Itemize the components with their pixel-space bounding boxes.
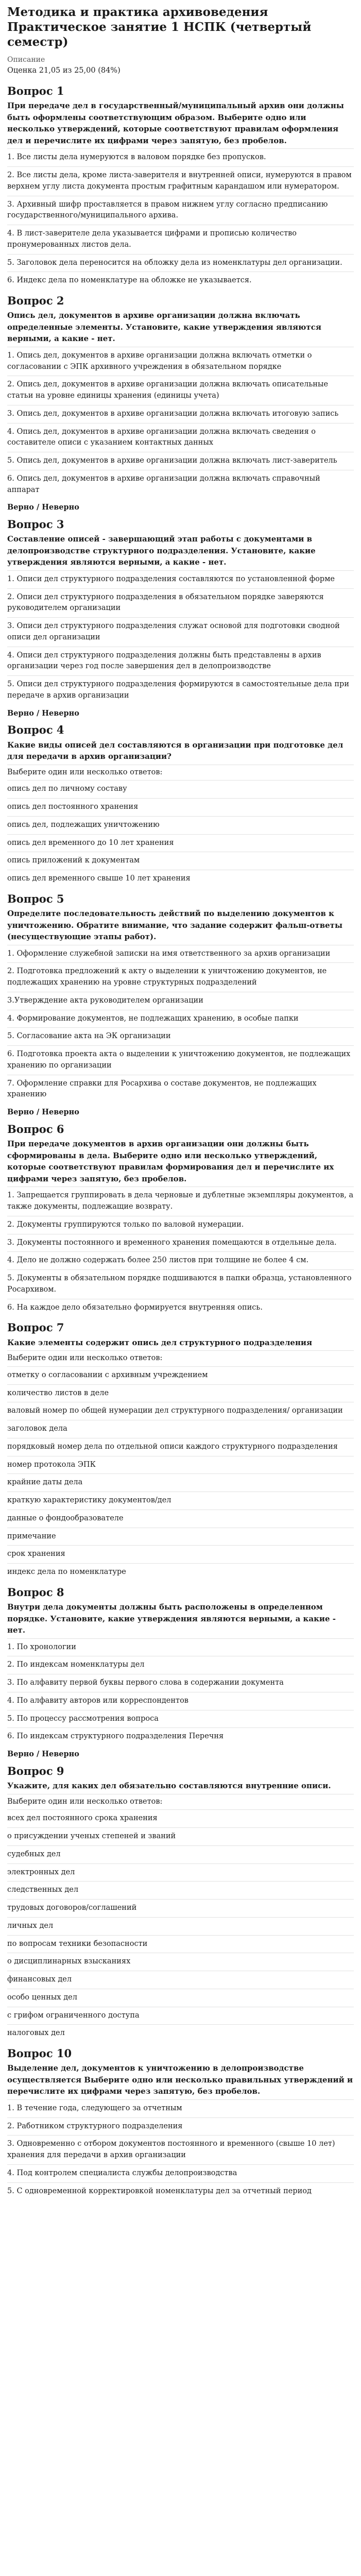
answer-option: опись дел, подлежащих уничтожению <box>7 816 354 834</box>
answer-option: опись дел постоянного хранения <box>7 798 354 816</box>
question-title: Вопрос 2 <box>7 294 64 308</box>
answer-option: 5. Опись дел, документов в архиве организации должна включать лист-заверитель <box>7 452 354 470</box>
answer-option: опись дел временного свыше 10 лет хранения <box>7 870 354 888</box>
page-title: Методика и практика архивоведения Практическое занятие 1 НСПК (четвертый семестр) <box>7 5 312 49</box>
question-title: Вопрос 3 <box>7 518 64 531</box>
answer-option: налоговых дел <box>7 2024 354 2042</box>
question-text: Какие виды описей дел составляются в организации при подготовке дел для передачи в архив организации? <box>7 740 343 761</box>
answer-option: номер протокола ЭПК <box>7 1456 354 1474</box>
answer-option: 5. Описи дел структурного подразделения формируются в самостоятельные дела при передаче в архив организации <box>7 675 354 705</box>
question-text: Какие элементы содержит опись дел структурного подразделения <box>7 1337 313 1347</box>
answer-option: 1. Все листы дела нумеруются в валовом порядке без пропусков. <box>7 148 354 166</box>
answer-option: 2. Описи дел структурного подразделения в обязательном порядке заверяются руководителем организации <box>7 588 354 618</box>
answer-option: трудовых договоров/соглашений <box>7 1899 354 1917</box>
score-text: Оценка 21,05 из 25,00 (84%) <box>7 66 121 75</box>
question-spacer <box>7 1581 354 1584</box>
question-block <box>7 723 354 891</box>
question-title: Вопрос 9 <box>7 1764 64 1777</box>
answer-option: 1. Оформление служебной записки на имя ответственного за архив организации <box>7 945 354 963</box>
question-title: Вопрос 7 <box>7 1321 64 1334</box>
answer-option: 1. По хронологии <box>7 1638 354 1656</box>
answer-option: 3.Утверждение акта руководителем организации <box>7 992 354 1010</box>
answer-option: 4. Под контролем специалиста службы делопроизводства <box>7 2164 354 2182</box>
answer-option: 2. По индексам номенклатуры дел <box>7 1656 354 1674</box>
answer-option: следственных дел <box>7 1881 354 1899</box>
questions-list <box>7 84 354 2203</box>
question-title: Вопрос 1 <box>7 84 64 97</box>
answer-option: 5. Заголовок дела переносится на обложку дела из номенклатуры дел организации. <box>7 254 354 272</box>
answer-option: срок хранения <box>7 1545 354 1563</box>
question-block <box>7 294 354 513</box>
answer-option: 5. Согласование акта на ЭК организации <box>7 1027 354 1045</box>
answer-option: финансовых дел <box>7 1971 354 1989</box>
answer-option: особо ценных дел <box>7 1989 354 2007</box>
answer-option: 2. Все листы дела, кроме листа-заверителя и внутренней описи, нумеруются в правом верхнем углу листа документа простым графитным карандашом или нумератором. <box>7 166 354 196</box>
question-text: Внутри дела документы должны быть расположены в определенном порядке. Установите, какие утверждения являются верными, а какие - нет. <box>7 1602 336 1635</box>
answer-option: с грифом ограниченного доступа <box>7 2007 354 2025</box>
question-text: Определите последовательность действий по выделению документов к уничтожению. Обратите внимание, что задание содержит фальш-ответы (несуществующие этапы работ). <box>7 909 343 942</box>
answer-option: 4. По алфавиту авторов или корреспондентов <box>7 1692 354 1710</box>
answer-option: по вопросам техники безопасности <box>7 1935 354 1953</box>
question-spacer <box>7 2042 354 2045</box>
question-hint: Выберите один или несколько ответов: <box>7 1794 354 1808</box>
question-title: Вопрос 8 <box>7 1585 64 1599</box>
question-hint: Выберите один или несколько ответов: <box>7 765 354 778</box>
answer-option: всех дел постоянного срока хранения <box>7 1809 354 1827</box>
true-false-label: Верно / Неверно <box>7 503 79 512</box>
answer-option: 2. Работником структурного подразделения <box>7 2117 354 2136</box>
question-block <box>7 892 354 1118</box>
question-block <box>7 1585 354 1760</box>
answer-option: данные о фондообразователе <box>7 1510 354 1528</box>
answer-option: электронных дел <box>7 1863 354 1882</box>
answer-option: 6. На каждое дело обязательно формируется внутренняя опись. <box>7 1299 354 1317</box>
answer-option: 1. Опись дел, документов в архиве организации должна включать отметки о согласовании с ЭПК архивного учреждения в обязательном порядке <box>7 347 354 376</box>
question-hint: Выберите один или несколько ответов: <box>7 1350 354 1364</box>
answer-option: 7. Оформление справки для Росархива о составе документов, не подлежащих хранению <box>7 1075 354 1104</box>
answer-option: 1. Запрещается группировать в дела черновые и дублетные экземпляры документов, а также документы, подлежащие возврату. <box>7 1187 354 1216</box>
true-false-label: Верно / Неверно <box>7 708 79 718</box>
answer-option: порядковый номер дела по отдельной описи каждого структурного подразделения <box>7 1438 354 1456</box>
answer-option: 2. Подготовка предложений к акту о выделении к уничтожению документов, не подлежащих хранению на уровне структурных подразделений <box>7 962 354 992</box>
question-title: Вопрос 4 <box>7 723 64 737</box>
question-block <box>7 517 354 719</box>
answer-option: 4. Дело не должно содержать более 250 листов при толщине не более 4 см. <box>7 1251 354 1269</box>
answer-option: 6. Опись дел, документов в архиве организации должна включать справочный аппарат <box>7 470 354 499</box>
question-spacer <box>7 2200 354 2203</box>
answer-option: отметку о согласовании с архивным учреждением <box>7 1366 354 1384</box>
question-block <box>7 1320 354 1584</box>
question-block <box>7 1122 354 1319</box>
answer-option: 1. Описи дел структурного подразделения составляются по установленной форме <box>7 570 354 588</box>
true-false-label: Верно / Неверно <box>7 1108 79 1117</box>
answer-option: 4. Описи дел структурного подразделения должны быть представлены в архив организации через год после завершения дел в делопроизводстве <box>7 647 354 676</box>
answer-option: опись приложений к документам <box>7 852 354 870</box>
answer-option: 3. По алфавиту первой буквы первого слова в содержании документа <box>7 1674 354 1692</box>
answer-option: заголовок дела <box>7 1420 354 1438</box>
answer-option: 4. Формирование документов, не подлежащих хранению, в особые папки <box>7 1010 354 1028</box>
answer-option: 4. Опись дел, документов в архиве организации должна включать сведения о составителе описи с указанием контактных данных <box>7 423 354 452</box>
answer-option: о присуждении ученых степеней и званий <box>7 1827 354 1845</box>
answer-option: краткую характеристику документов/дел <box>7 1492 354 1510</box>
question-spacer <box>7 888 354 891</box>
description-label: Описание <box>7 56 45 64</box>
question-text: Укажите, для каких дел обязательно составляются внутренние описи. <box>7 1781 331 1791</box>
answer-option: 5. По процессу рассмотрения вопроса <box>7 1710 354 1728</box>
question-text: Опись дел, документов в архиве организации должна включать определенные элементы. Установите, какие утверждения являются верными, а какие - нет. <box>7 311 321 344</box>
answer-option: 3. Архивный шифр проставляется в правом нижнем углу согласно предписанию государственного/муниципального архива. <box>7 196 354 225</box>
answer-option: 3. Документы постоянного и временного хранения помещаются в отдельные дела. <box>7 1234 354 1252</box>
question-title: Вопрос 5 <box>7 892 64 905</box>
question-title: Вопрос 6 <box>7 1122 64 1136</box>
question-text: Выделение дел, документов к уничтожению в делопроизводстве осуществляется Выберите одно или несколько правильных утверждений и перечислите их цифрами через запятую, без пробелов. <box>7 2063 353 2096</box>
answer-option: примечание <box>7 1528 354 1546</box>
question-block <box>7 84 354 293</box>
answer-option: личных дел <box>7 1917 354 1935</box>
answer-option: валовый номер по общей нумерации дел структурного подразделения/ организации <box>7 1402 354 1420</box>
answer-option: 2. Опись дел, документов в архиве организации должна включать описательные статьи на уровне единицы хранения (единицы учета) <box>7 376 354 405</box>
answer-option: 5. С одновременной корректировкой номенклатуры дел за отчетный период <box>7 2182 354 2200</box>
answer-option: крайние даты дела <box>7 1473 354 1492</box>
true-false-label: Верно / Неверно <box>7 1750 79 1759</box>
question-text: При передаче дел в государственный/муниципальный архив они должны быть оформлены соответствующим образом. Выберите одно или несколько утверждений, которые соответствуют правилам оформления дел и перечислите их цифрами через запятую, без пробелов. <box>7 101 344 145</box>
question-block <box>7 1764 354 2045</box>
answer-option: количество листов в деле <box>7 1384 354 1402</box>
answer-option: о дисциплинарных взысканиях <box>7 1953 354 1971</box>
answer-option: 3. Описи дел структурного подразделения служат основой для подготовки сводной описи дел организации <box>7 617 354 647</box>
question-text: При передаче документов в архив организации они должны быть сформированы в дела. Выберите одно или несколько утверждений, которые соответствуют правилам формирования дел и перечислите их цифрами через запятую, без пробелов. <box>7 1139 334 1183</box>
answer-option: опись дел по личному составу <box>7 780 354 798</box>
question-block <box>7 2046 354 2203</box>
question-spacer <box>7 290 354 293</box>
answer-option: 6. Подготовка проекта акта о выделении к уничтожению документов, не подлежащих хранению по организации <box>7 1045 354 1075</box>
answer-option: 6. По индексам структурного подразделения Перечня <box>7 1727 354 1745</box>
answer-option: судебных дел <box>7 1845 354 1863</box>
question-text: Составление описей - завершающий этап работы с документами в делопроизводстве структурного подразделения. Установите, какие утверждения являются верными, а какие - нет. <box>7 534 316 567</box>
answer-option: 1. В течение года, следующего за отчетным <box>7 2099 354 2117</box>
answer-option: 3. Одновременно с отбором документов постоянного и временного (свыше 10 лет) хранения для передачи в архив организации <box>7 2135 354 2164</box>
answer-option: 4. В лист-заверителе дела указывается цифрами и прописью количество пронумерованных листов дела. <box>7 225 354 254</box>
answer-option: 5. Документы в обязательном порядке подшиваются в папки образца, установленного Росархивом. <box>7 1269 354 1299</box>
answer-option: 2. Документы группируются только по валовой нумерации. <box>7 1216 354 1234</box>
answer-option: 3. Опись дел, документов в архиве организации должна включать итоговую запись <box>7 405 354 423</box>
question-spacer <box>7 1316 354 1319</box>
answer-option: 6. Индекс дела по номенклатуре на обложке не указывается. <box>7 272 354 290</box>
question-title: Вопрос 10 <box>7 2047 72 2060</box>
answer-option: опись дел временного до 10 лет хранения <box>7 834 354 852</box>
answer-option: индекс дела по номенклатуре <box>7 1563 354 1581</box>
